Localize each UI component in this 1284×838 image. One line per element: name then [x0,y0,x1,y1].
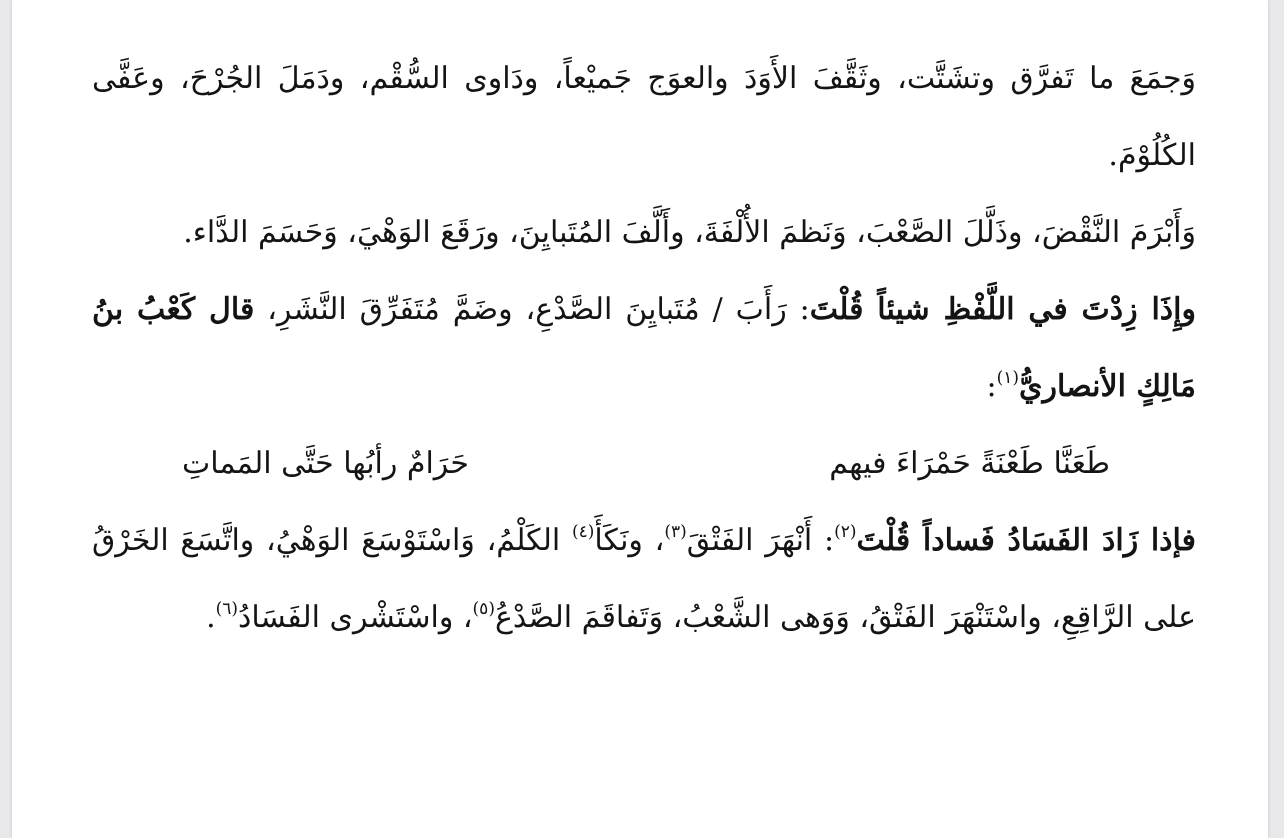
paragraph-2-text: وَأَبْرَمَ النَّقْضَ، وذَلَّلَ الصَّعْبَ، وَنَظمَ الأُلْفَةَ، وأَلَّفَ المُتَبايِنَ، ورَقَعَ الوَهْيَ، وَحَسَمَ الدَّاء. [183,215,1196,250]
footnote-ref-5[interactable]: (٥) [472,599,495,619]
paragraph-4-end: . [206,600,216,635]
paragraph-4-lead: فإذا زَادَ الفَسَادُ فَساداً قُلْتَ [856,523,1197,558]
paragraph-4-part-1: : أَنْهَرَ الفَتْقَ [686,523,835,558]
paragraph-1-text: وَجمَعَ ما تَفرَّق وتشَتَّت، وثَقَّفَ الأَوَدَ والعوَج جَميْعاً، ودَاوى السُّقْم، ودَمَلَ الجُرْحَ، وعَفَّى الكُلُوْمَ. [92,61,1196,173]
footnote-ref-3[interactable]: (٣) [664,522,687,542]
document-text [92,40,1196,656]
paragraph-4-part-3: الكَلْمُ، وَاسْتَوْسَعَ الوَهْيُ، واتَّسَعَ الخَرْقُ على الرَّاقِعِ، واسْتَنْهَرَ الفَتْقُ، وَوَهى الشَّعْبُ، وَتَفاقَمَ الصَّدْعُ [92,523,1196,635]
verse-second-hemistich: حَرَامٌ رأبُها حَتَّى المَماتِ [182,446,469,481]
footnote-ref-2[interactable]: (٢) [834,522,857,542]
paragraph-4-part-2: ، ونَكَأَ [594,523,665,558]
paragraph-3 [92,271,1196,425]
footnote-ref-4[interactable]: (٤) [571,522,595,542]
footnote-ref-6[interactable]: (٦) [215,599,239,619]
paragraph-4 [92,502,1196,656]
poet-name: قال كَعْبُ بنُ مَالِكٍ الأنصاريُّ [92,292,1196,404]
paragraph-2 [92,194,1196,271]
verse-first-hemistich: طَعَنَّا طَعْنَةً حَمْرَاءَ فيهم [829,446,1110,481]
paragraph-3-middle: : رَأَبَ / مُتَبايِنَ الصَّدْعِ، وضَمَّ مُتَفَرِّقَ النَّشَرِ، [254,292,810,327]
poetry-verse [92,425,1196,502]
paragraph-4-part-4: ، واسْتَشْرى الفَسَادُ [238,600,473,635]
document-page [12,0,1268,838]
paragraph-3-lead: وإِذَا زِدْتَ في اللَّفْظِ شيئاً قُلْتَ [809,292,1196,327]
footnote-ref-1[interactable]: (١) [996,368,1019,388]
paragraph-3-end: : [986,369,997,404]
paragraph-1 [92,40,1196,194]
